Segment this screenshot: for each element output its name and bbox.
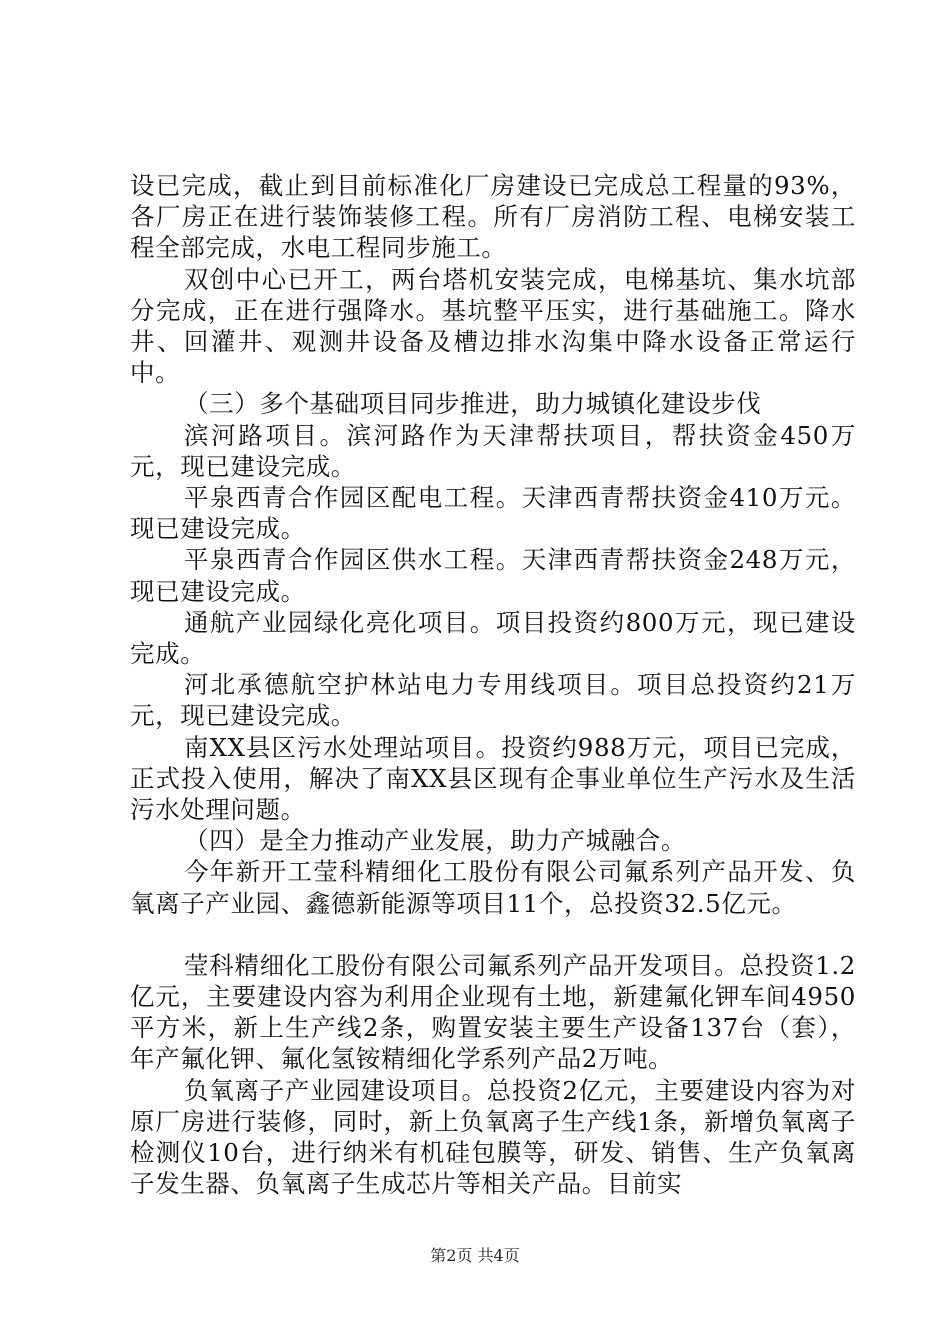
- paragraph-power-distribution: 平泉西青合作园区配电工程。天津西青帮扶资金410万元。现已建设完成。: [130, 483, 856, 544]
- section-heading-3: （三）多个基础项目同步推进，助力城镇化建设步伐: [184, 389, 762, 419]
- paragraph-innovation-center: 双创中心已开工，两台塔机安装完成，电梯基坑、集水坑部分完成，正在进行强降水。基坑整平压实，进行基础施工。降水井、回灌井、观测井设备及槽边排水沟集中降水设备正常运行中。: [130, 264, 856, 388]
- paragraph-new-projects: 今年新开工莹科精细化工股份有限公司氟系列产品开发、负氧离子产业园、鑫德新能源等项目11个，总投资32.5亿元。: [130, 857, 856, 918]
- paragraph-binhe-road: 滨河路项目。滨河路作为天津帮扶项目，帮扶资金450万元，现已建设完成。: [130, 420, 856, 481]
- page-number-footer: 第2页 共4页: [430, 1246, 520, 1265]
- section-heading-4: （四）是全力推动产业发展，助力产城融合。: [184, 826, 686, 856]
- paragraph-water-supply: 平泉西青合作园区供水工程。天津西青帮扶资金248万元，现已建设完成。: [130, 545, 856, 606]
- document-body: [130, 170, 856, 1200]
- paragraph-negative-ion-park: 负氧离子产业园建设项目。总投资2亿元，主要建设内容为对原厂房进行装修，同时，新上负氧离子生产线1条，新增负氧离子检测仪10台，进行纳米有机硅包膜等，研发、销售、生产负氧离子发生器、负氧离子生成芯片等相关产品。目前实: [130, 1075, 856, 1199]
- paragraph-fluorine-project: 莹科精细化工股份有限公司氟系列产品开发项目。总投资1.2亿元，主要建设内容为利用企业现有土地，新建氟化钾车间4950平方米，新上生产线2条，购置安装主要生产设备137台（套），年产氟化钾、氟化氢铵精细化学系列产品2万吨。: [130, 950, 856, 1074]
- paragraph-greening-lighting: 通航产业园绿化亮化项目。项目投资约800万元，现已建设完成。: [130, 607, 856, 669]
- paragraph-power-line: 河北承德航空护林站电力专用线项目。项目总投资约21万元，现已建设完成。: [130, 670, 856, 731]
- paragraph-continued: 设已完成，截止到目前标准化厂房建设已完成总工程量的93%，各厂房正在进行装饰装修工程。所有厂房消防工程、电梯安装工程全部完成，水电工程同步施工。: [130, 171, 856, 263]
- paragraph-sewage-station: 南XX县区污水处理站项目。投资约988万元，项目已完成，正式投入使用，解决了南XX县区现有企事业单位生产污水及生活污水处理问题。: [130, 732, 856, 825]
